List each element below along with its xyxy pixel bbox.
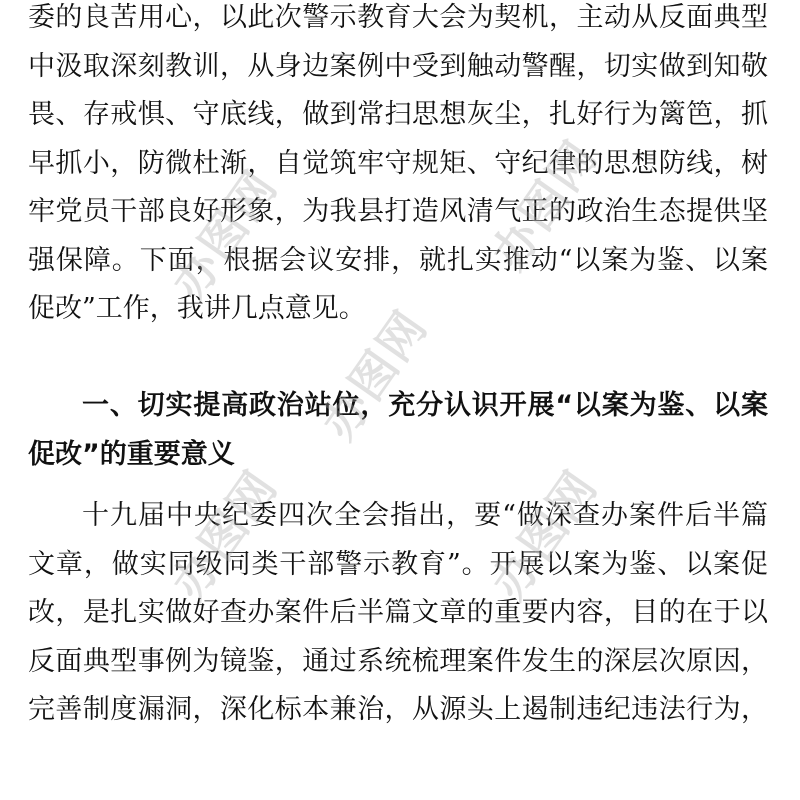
text-line: 强保障。下面，根据会议安排，就扎实推动“以案为鉴、以案	[28, 244, 768, 276]
text-line: 改，是扎实做好查办案件后半篇文章的重要内容，目的在于以	[28, 597, 768, 628]
watermark: 办图网	[161, 460, 288, 610]
section-heading	[28, 382, 768, 479]
body-paragraph	[28, 492, 768, 735]
watermark: 办图网	[311, 300, 438, 450]
text-line: 早抓小，防微杜渐，自觉筑牢守规矩、守纪律的思想防线，树	[28, 147, 768, 179]
text-line: 牢党员干部良好形象，为我县打造风清气正的政治生态提供坚	[28, 196, 768, 227]
heading-line: 一、切实提高政治站位，充分认识开展“以案为鉴、以案	[82, 390, 768, 421]
heading-line: 促改”的重要意义	[28, 438, 235, 470]
watermark: 办图网	[481, 460, 608, 610]
intro-paragraph	[28, 0, 768, 334]
text-line: 完善制度漏洞，深化标本兼治，从源头上遏制违纪违法行为，	[28, 694, 768, 725]
watermark: 办图网	[481, 130, 608, 280]
text-line: 文章，做实同级同类干部警示教育”。开展以案为鉴、以案促	[28, 548, 768, 580]
text-line: 委的良苦用心，以此次警示教育大会为契机，主动从反面典型	[28, 2, 768, 33]
text-line: 中汲取深刻教训，从身边案例中受到触动警醒，切实做到知敬	[28, 50, 768, 82]
text-line: 十九届中央纪委四次全会指出，要“做深查办案件后半篇	[82, 500, 768, 531]
text-line: 促改”工作，我讲几点意见。	[28, 293, 366, 324]
text-line: 反面典型事例为镜鉴，通过系统梳理案件发生的深层次原因，	[28, 645, 768, 677]
text-line: 畏、存戒惧、守底线，做到常扫思想灰尘，扎好行为篱笆，抓	[28, 99, 768, 130]
watermark: 办图网	[161, 160, 288, 310]
